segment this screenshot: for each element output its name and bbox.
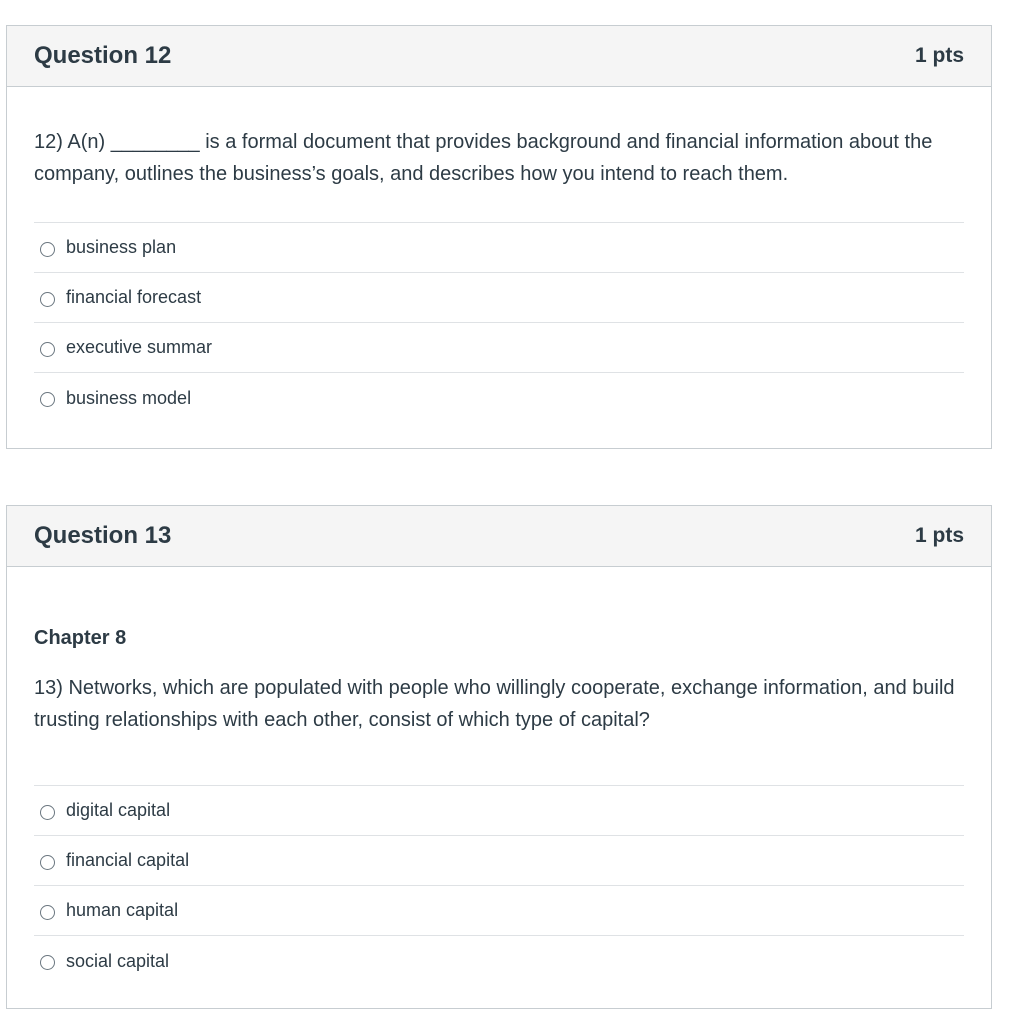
radio-button[interactable] [40, 955, 55, 970]
answer-option[interactable] [34, 223, 964, 273]
radio-button[interactable] [40, 292, 55, 307]
radio-button[interactable] [40, 805, 55, 820]
radio-button[interactable] [40, 242, 55, 257]
answer-option[interactable] [34, 936, 964, 986]
answer-option[interactable] [34, 273, 964, 323]
answer-label[interactable]: digital capital [66, 800, 171, 820]
question-header [7, 26, 991, 87]
radio-button[interactable] [40, 855, 55, 870]
question-points: 1 pts [914, 44, 964, 67]
answer-list [34, 785, 964, 986]
answer-label[interactable]: business plan [66, 237, 177, 257]
question-title: Question 13 [34, 522, 172, 549]
answer-option[interactable] [34, 836, 964, 886]
radio-button[interactable] [40, 392, 55, 407]
answer-label[interactable]: social capital [66, 950, 170, 971]
answer-option[interactable] [34, 786, 964, 836]
question-12-card [6, 25, 992, 449]
question-header [7, 506, 991, 567]
answer-option[interactable] [34, 373, 964, 423]
answer-option[interactable] [34, 323, 964, 373]
chapter-heading: Chapter 8 [34, 627, 127, 649]
answer-label[interactable]: financial forecast [66, 287, 202, 307]
answer-label[interactable]: financial capital [66, 850, 190, 870]
question-body [7, 567, 991, 986]
question-13-card [6, 505, 992, 1009]
answer-label[interactable]: executive summar [66, 337, 213, 357]
question-text: 13) Networks, which are populated with people who willingly cooperate, exchange information, and build trusting relationships with each other, consist of which type of capital? [34, 677, 955, 731]
answer-label[interactable]: business model [66, 387, 192, 408]
radio-button[interactable] [40, 342, 55, 357]
answer-list [34, 222, 964, 423]
answer-label[interactable]: human capital [66, 900, 179, 920]
question-points: 1 pts [914, 524, 964, 547]
question-text: 12) A(n) ________ is a formal document that provides background and financial information about the company, outlines the business’s goals, and describes how you intend to reach them. [34, 131, 933, 185]
answer-option[interactable] [34, 886, 964, 936]
radio-button[interactable] [40, 905, 55, 920]
question-title: Question 12 [34, 42, 172, 69]
question-body [7, 87, 991, 423]
